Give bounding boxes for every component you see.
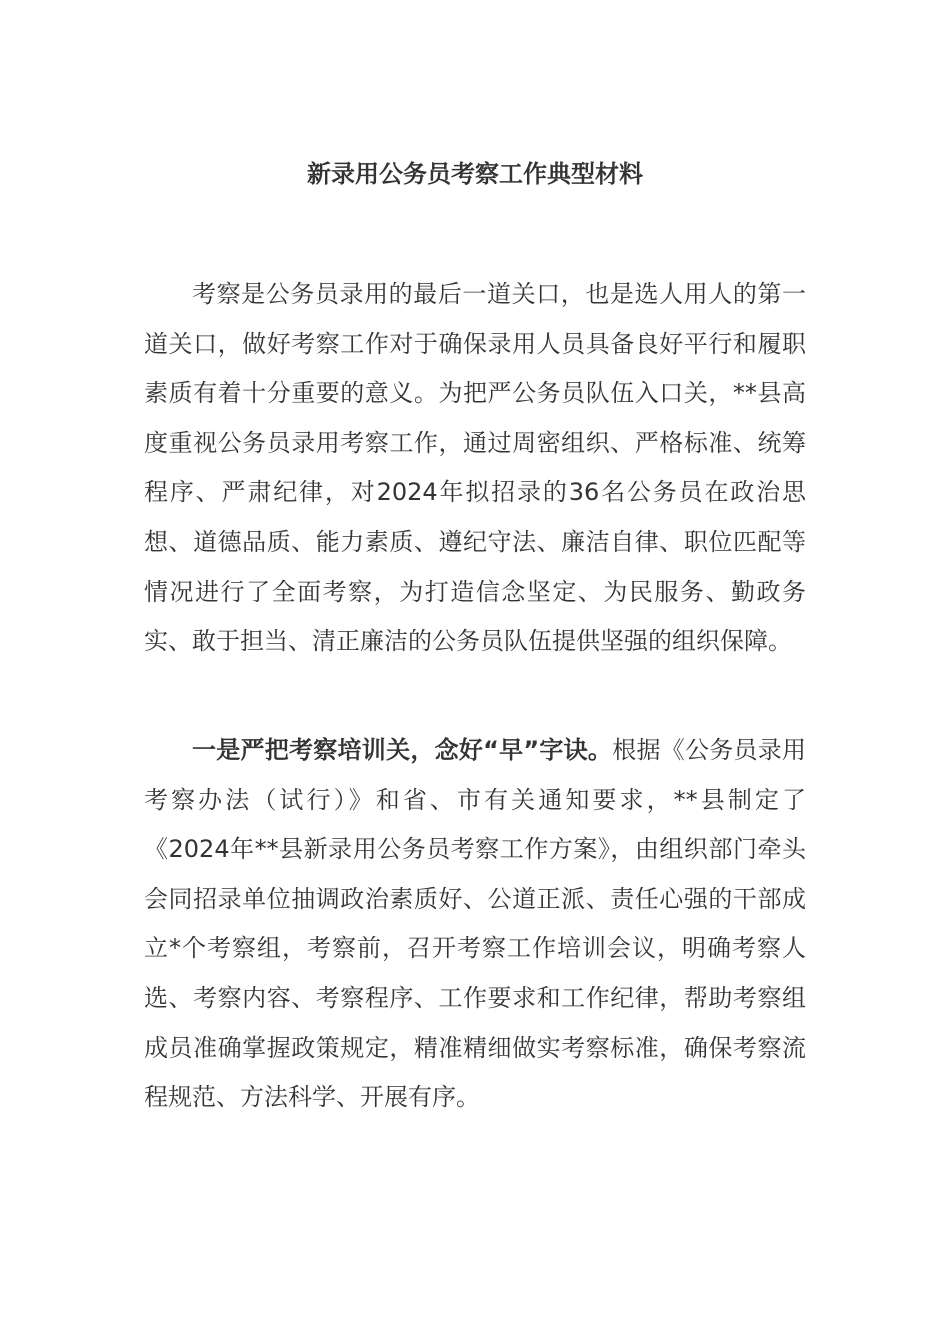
document-title: 新录用公务员考察工作典型材料 (307, 160, 643, 188)
paragraph-section-one-lead: 一是严把考察培训关，念好“早”字诀。 (192, 736, 613, 764)
paragraph-section-one-text: 根据《公务员录用考察办法（试行）》和省、市有关通知要求，**县制定了《2024年**县新录用公务员考察工作方案》，由组织部门牵头会同招录单位抽调政治素质好、公道正派、责任心强的干部成立*个考察组，考察前，召开考察工作培训会议，明确考察人选、考察内容、考察程序、工作要求和工作纪律，帮助考察组成员准确掌握政策规定，精准精细做实考察标准，确保考察流程规范、方法科学、开展有序。 (144, 736, 807, 1112)
paragraph-section-one (144, 726, 806, 1123)
paragraph-intro-text: 考察是公务员录用的最后一道关口，也是选人用人的第一道关口，做好考察工作对于确保录用人员具备良好平行和履职素质有着十分重要的意义。为把严公务员队伍入口关，**县高度重视公务员录用考察工作，通过周密组织、严格标准、统筹程序、严肃纪律，对2024年拟招录的36名公务员在政治思想、道德品质、能力素质、遵纪守法、廉洁自律、职位匹配等情况进行了全面考察，为打造信念坚定、为民服务、勤政务实、敢于担当、清正廉洁的公务员队伍提供坚强的组织保障。 (144, 280, 806, 656)
paragraph-intro (144, 270, 806, 667)
